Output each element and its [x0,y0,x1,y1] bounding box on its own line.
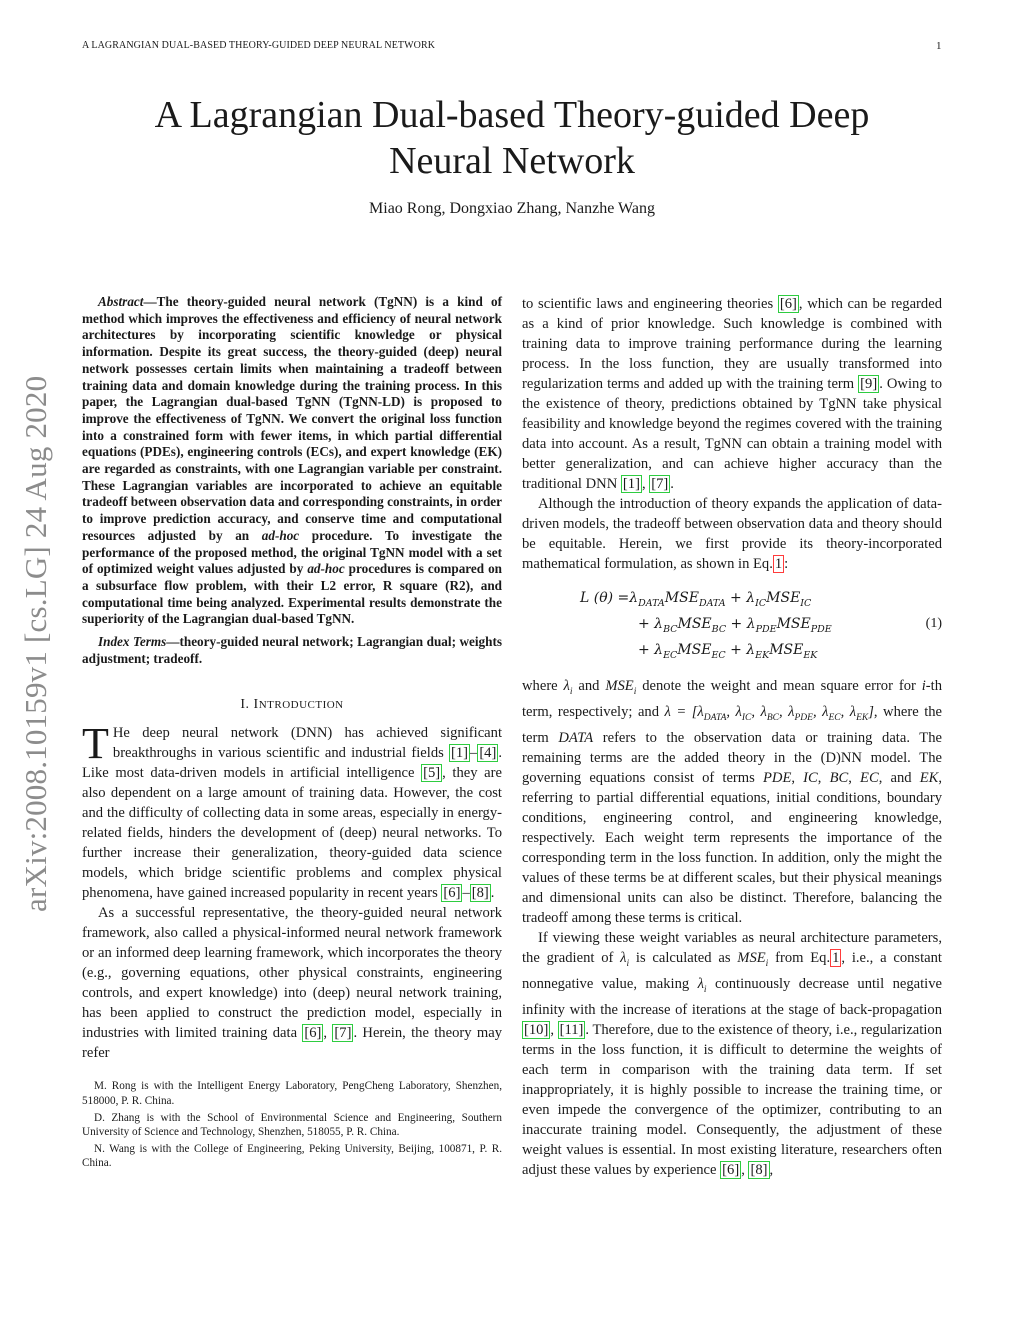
equation-line: + $\lambda_{EC}MSE_{EC} + \lambda_{EK}MSE_{EK}$ [638,642,818,661]
citation-link[interactable]: [10] [524,1021,549,1038]
citation-link[interactable]: [6] [443,885,461,902]
intro-paragraph-2: As a successful representative, the theory-guided neural network framework, also called a physical-informed neural network framework or an informed deep learning framework, which incorporates the theory (e.g., governing equations, other physical constraints, engineering controls, and expert knowledge) into (deep) neural network training, has been applied to construct the prediction model, especially in industries with limited training data [6] , [7] . Herein, the theory may refer [82,905,502,1062]
citation-link[interactable]: [8] [471,885,489,902]
equation-link[interactable]: 1 [832,949,840,966]
index-terms-label: Index Terms [98,634,167,650]
body-paragraph: where $\lambda_i$ and $MSE_i$ denote the weight and mean square error for i-th term, respectively; and $\lambda = [\lambda_{DATA}$, $\lambda_{IC}$, $\lambda_{BC}$, $\lambda_{PDE}$, $\lambda_{EC}$, $\lambda_{EK}$], where the term DATA refers to the observation data or training data. The remaining terms are the added theory in the (D)NN model. The governing equations consist of terms PDE, IC, BC, EC, and EK, referring to partial differential equations, initial conditions, boundary conditions, engineering control, and engineering knowledge, respectively. Each weight term represents the importance of the corresponding term in the loss function. In addition, only the might the values of these terms be at different scales, but their physical meanings and dimensional units can also be distinct. Therefore, balancing the tradeoff among these terms is critical. [522,678,943,926]
equation-number: (1) [925,616,942,631]
footnote: D. Zhang is with the School of Environmental Science and Engineering, Southern University of Science and Technology, Shenzhen, 518055, P. R. China. [82,1111,502,1139]
citation-link[interactable]: [6] [722,1161,740,1178]
index-terms: Index Terms—theory-guided neural network; Lagrangian dual; weights adjustment; tradeoff. [82,634,502,666]
equation-line: L $(\theta) =\lambda_{DATA}MSE_{DATA} + \lambda_{IC}MSE_{IC}$ [580,590,812,609]
equation-link[interactable]: 1 [774,556,783,572]
citation-link[interactable]: [1] [622,476,640,492]
equation-line: + $\lambda_{BC}MSE_{BC} + \lambda_{PDE}MSE_{PDE}$ [638,616,832,635]
body-paragraph: to scientific laws and engineering theories [6] , which can be regarded as a kind of prior knowledge. Such knowledge is combined with training data to improve training performance during the learning process. In the loss function, they are usually transformed into regularization terms and added up with the training term [9] . Owing to the existence of theory, predictions obtained by TgNN take physical feasibility and knowledge beyond the regimes covered with the training data into account. As a result, TgNN can obtain a training model with better generalization, and can achieve higher accuracy than the traditional DNN [1] , [7] . [522,296,942,492]
adhoc-term: ad-hoc [307,561,345,577]
abstract: Abstract—The theory-guided neural network (TgNN) is a kind of method which improves the effectiveness and efficiency of neural network architectures by incorporating scientific knowledge or physical information. Despite its great success, the theory-guided (deep) neural network possesses certain limits when maintaining a tradeoff between training data and domain knowledge during the training process. In this paper, the Lagrangian dual-based TgNN (TgNN-LD) is proposed to improve the effectiveness of TgNN. We convert the original loss function into a constrained form with fewer items, in which partial differential equations (PDEs), engineering controls (ECs), and expert knowledge (EK) are regarded as constraints, with one Lagrangian variable per constraint. These Lagrangian variables are incorporated to achieve an equitable tradeoff between observation data and corresponding constraints, in order to improve prediction accuracy, and conserve time and computational resources adjusted by an ad-hoc procedure. To investigate the performance of the proposed method, the original TgNN model with a set of optimized weight values adjusted by ad-hoc procedures is compared on a subsurface flow problem, with their L2 error, R square (R2), and computational time being analyzed. Experimental results demonstrate the superiority of the Lagrangian dual-based TgNN. [82,294,503,627]
right-column [522,294,942,1180]
body-paragraph: Although the introduction of theory expands the application of data-driven models, the tradeoff between observation data and theory should be equitable. Herein, we first provide its theory-incorporated mathematical formulation, as shown in Eq. 1 : [522,496,942,572]
citation-link[interactable]: [4] [479,745,497,762]
citation-link[interactable]: [7] [334,1025,352,1042]
abstract-label: Abstract [98,294,144,309]
citation-link[interactable]: [6] [779,296,797,312]
citation-link[interactable]: [11] [559,1021,584,1038]
author-footnotes [82,1079,502,1171]
footnote: N. Wang is with the College of Engineering, Peking University, Beijing, 100871, P. R. China. [82,1142,502,1170]
citation-link[interactable]: [5] [423,765,441,782]
drop-cap: T [82,719,109,769]
citation-link[interactable]: [6] [304,1025,322,1042]
title-line-2: Neural Network [389,140,635,182]
citation-link[interactable]: [7] [651,476,669,492]
footnote: M. Rong is with the Intelligent Energy Laboratory, PengCheng Laboratory, Shenzhen, 518000, P. R. China. [82,1080,502,1108]
intro-paragraph-1: T He deep neural network (DNN) has achieved significant breakthroughs in various scientific and industrial fields [1] – [4] . Like most data-driven models in artificial intelligence [5] , they are also dependent on a large amount of training data. However, the cost and the difficulty of collecting data in some areas, especially in energy-related fields, hinders the development of (deep) neural networks. To further increase their generalization, theory-guided data science models, which bridge scientific problems and complex physical phenomena, have gained increased popularity in recent years [6] – [8] . [82,719,503,902]
equation-1 [522,588,942,666]
arxiv-stamp: arXiv:2008.10159v1 [cs.LG] 24 Aug 2020 [18,375,53,912]
left-column [82,294,502,1173]
citation-link[interactable]: [9] [860,376,878,392]
author-list: Miao Rong, Dongxiao Zhang, Nanzhe Wang [369,200,655,217]
citation-link[interactable]: [8] [750,1161,768,1178]
page-number: 1 [936,40,942,52]
section-heading-introduction: I. INTRODUCTION [240,697,344,713]
title-line-1: A Lagrangian Dual-based Theory-guided Deep [154,94,870,136]
running-title: A LAGRANGIAN DUAL-BASED THEORY-GUIDED DEEP NEURAL NETWORK [82,40,436,51]
body-paragraph: If viewing these weight variables as neural architecture parameters, the gradient of $\lambda_i$ is calculated as $MSE_i$ from Eq. 1 , i.e., a constant nonnegative value, making $\lambda_i$ continuously decrease until negative infinity with the increase of iterations at the stage of back-propagation [10] , [11] . Therefore, due to the existence of theory, i.e., regularization terms in the loss function, it is difficult to determine the weights of each term in comparison with the training data term. If set inappropriately, it is highly possible to increase the training time, or even impede the convergence of the optimizer, contributing to an inaccurate training model. Consequently, the adjustment of these weight values is essential. In most existing literature, researchers often adjust these values by experience [6] , [8] , [522,929,942,1178]
citation-link[interactable]: [1] [450,745,469,762]
paper-title [60,92,964,184]
adhoc-term: ad-hoc [261,527,300,543]
